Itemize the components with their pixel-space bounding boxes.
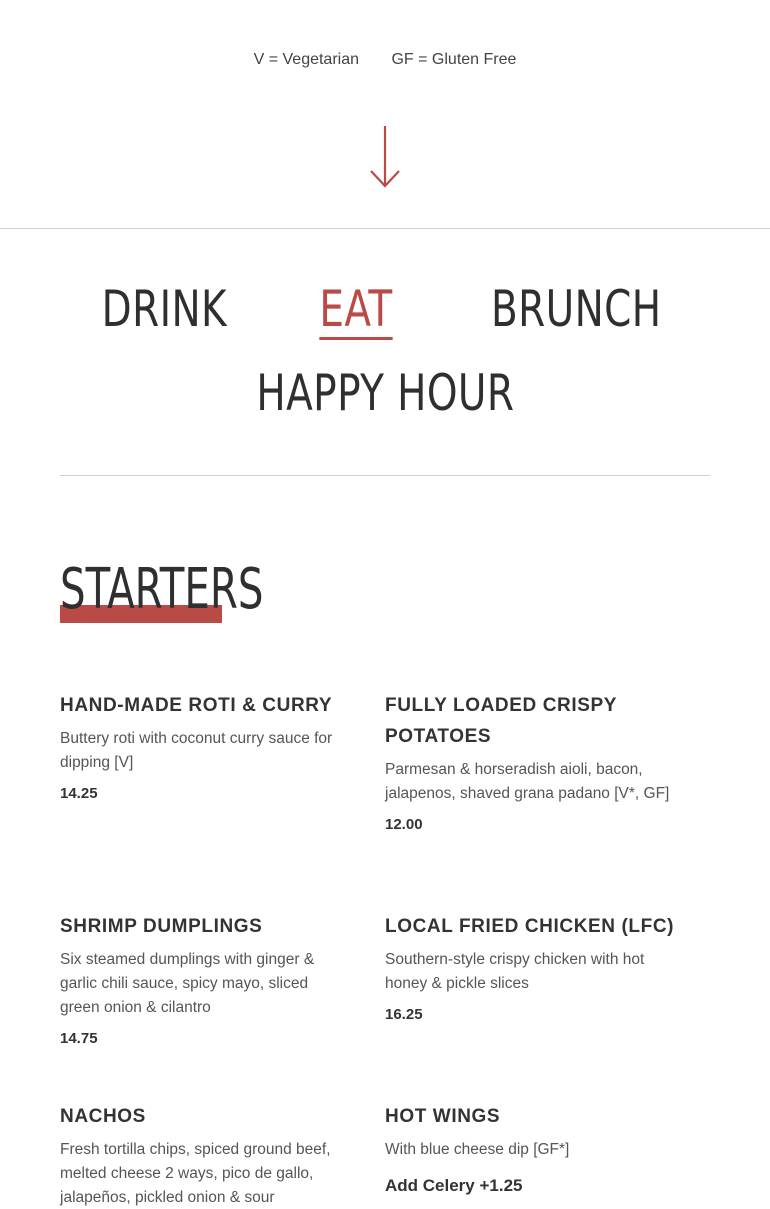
item-name: LOCAL FRIED CHICKEN (LFC) <box>385 916 675 937</box>
legend-gluten-free: GF = Gluten Free <box>391 51 517 68</box>
item-description: Southern-style crispy chicken with hot honey & pickle slices <box>385 951 645 992</box>
item-name: FULLY LOADED CRISPY POTATOES <box>385 695 617 747</box>
menu-nav <box>0 278 770 340</box>
item-price: 14.25 <box>60 785 98 802</box>
nav-brunch[interactable]: BRUNCH <box>491 280 662 338</box>
nav-happy-hour[interactable]: HAPPY HOUR <box>256 364 514 422</box>
item-description: Fresh tortilla chips, spiced ground beef, melted cheese 2 ways, pico de gallo, jalapeños, pickled onion & sour <box>60 1141 331 1206</box>
top-divider <box>0 228 770 229</box>
menu-item <box>60 911 350 1047</box>
item-description: With blue cheese dip [GF*] <box>385 1141 570 1158</box>
item-name: HOT WINGS <box>385 1106 501 1127</box>
menu-item <box>385 911 685 1023</box>
menu-item <box>385 1101 675 1196</box>
legend-vegetarian: V = Vegetarian <box>253 51 360 68</box>
nav-eat[interactable]: EAT <box>319 280 393 338</box>
item-description: Buttery roti with coconut curry sauce for dipping [V] <box>60 730 333 771</box>
item-price: 14.75 <box>60 1030 98 1047</box>
item-name: NACHOS <box>60 1106 146 1127</box>
item-description: Parmesan & horseradish aioli, bacon, jalapenos, shaved grana padano [V*, GF] <box>385 761 670 802</box>
item-price: 16.25 <box>385 1006 423 1023</box>
item-name: SHRIMP DUMPLINGS <box>60 916 263 937</box>
menu-item <box>385 690 675 833</box>
nav-drink[interactable]: DRINK <box>101 280 227 338</box>
item-price: 12.00 <box>385 816 423 833</box>
item-description: Six steamed dumplings with ginger & garlic chili sauce, spicy mayo, sliced green onion & cilantro <box>60 951 315 1016</box>
section-title: STARTERS <box>60 557 264 622</box>
item-name: HAND-MADE ROTI & CURRY <box>60 695 333 716</box>
diet-legend <box>0 51 770 69</box>
section-divider <box>60 475 710 476</box>
arrow-down-icon[interactable] <box>366 124 404 190</box>
item-addon: Add Celery +1.25 <box>385 1176 523 1195</box>
menu-item <box>60 690 350 802</box>
menu-nav-row-2 <box>0 362 770 424</box>
menu-item <box>60 1101 350 1209</box>
